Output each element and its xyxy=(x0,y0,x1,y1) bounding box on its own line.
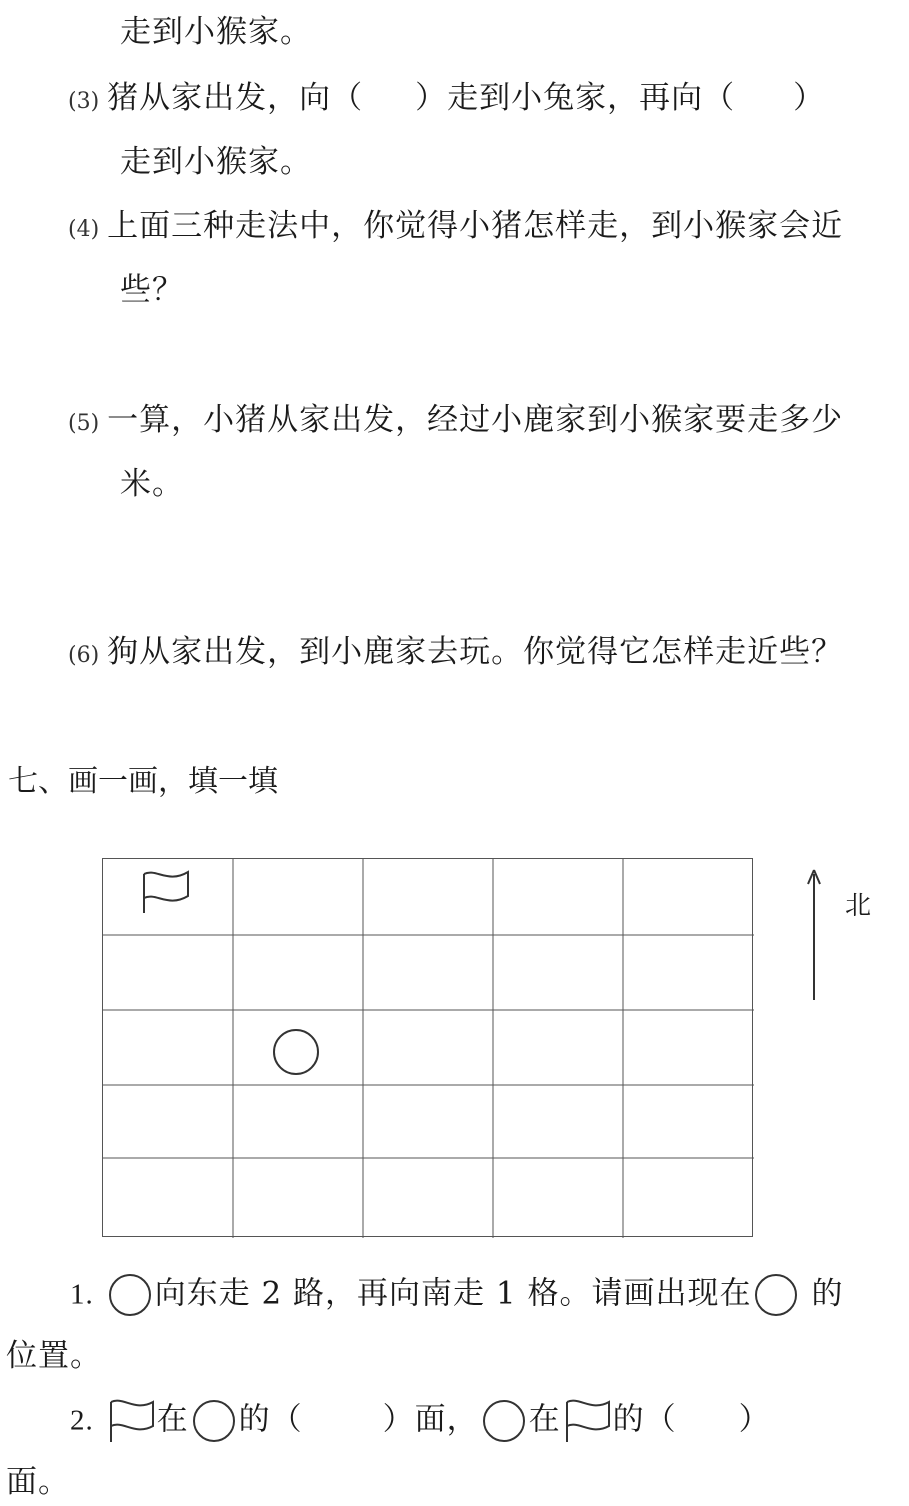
item-2-t2: 的（ xyxy=(238,1401,303,1438)
circle-icon xyxy=(274,1030,318,1074)
q4-tail: 些？ xyxy=(120,272,184,308)
item-1-text-a: 向东走 2 路，再向南走 1 格。请画出现在 xyxy=(154,1275,752,1312)
position-grid[interactable] xyxy=(102,858,754,1238)
section-7-title: 七、画一画，填一填 xyxy=(8,764,278,799)
item-number: 1. xyxy=(70,1278,94,1311)
question-number: (3) xyxy=(68,89,100,114)
item-number: 2. xyxy=(70,1404,94,1437)
north-arrow-icon xyxy=(800,868,830,1002)
item-2-tail: 面。 xyxy=(6,1464,70,1500)
question-5 xyxy=(68,400,843,444)
q3-part3: ） xyxy=(793,80,826,116)
q3-part2: ）走到小兔家，再向（ xyxy=(415,80,736,116)
flag-icon xyxy=(561,1398,613,1444)
q2-tail: 走到小猴家。 xyxy=(120,14,312,50)
circle-icon xyxy=(105,1272,155,1318)
item-2 xyxy=(70,1398,771,1444)
question-4 xyxy=(68,206,843,250)
q3-tail: 走到小猴家。 xyxy=(120,144,312,180)
question-number: (6) xyxy=(68,643,100,668)
item-1-tail: 位置。 xyxy=(6,1338,102,1374)
circle-icon xyxy=(189,1398,239,1444)
question-number: (5) xyxy=(68,411,100,436)
item-2-t5: 的（ xyxy=(612,1401,677,1438)
q6-text: 狗从家出发，到小鹿家去玩。你觉得它怎样走近些？ xyxy=(107,634,844,670)
flag-icon xyxy=(105,1398,157,1444)
item-1 xyxy=(70,1272,843,1318)
north-label: 北 xyxy=(845,891,872,921)
item-2-t4: 在 xyxy=(528,1401,561,1438)
q3-part1: 猪从家出发，向（ xyxy=(107,80,364,116)
q5-tail: 米。 xyxy=(120,466,184,502)
circle-icon xyxy=(751,1272,801,1318)
circle-icon xyxy=(479,1398,529,1444)
item-2-t6: ） xyxy=(738,1401,771,1438)
q4-text: 上面三种走法中，你觉得小猪怎样走，到小猴家会近 xyxy=(107,208,844,244)
question-6 xyxy=(68,632,843,676)
q5-text: 一算，小猪从家出发，经过小鹿家到小猴家要走多少 xyxy=(107,402,844,438)
grid-lines xyxy=(102,858,754,1238)
item-1-text-b: 的 xyxy=(811,1275,844,1312)
flag-icon xyxy=(144,872,188,913)
question-3 xyxy=(68,78,825,122)
question-number: (4) xyxy=(68,217,100,242)
item-2-t1: 在 xyxy=(156,1401,189,1438)
item-2-t3: ）面， xyxy=(382,1401,479,1438)
